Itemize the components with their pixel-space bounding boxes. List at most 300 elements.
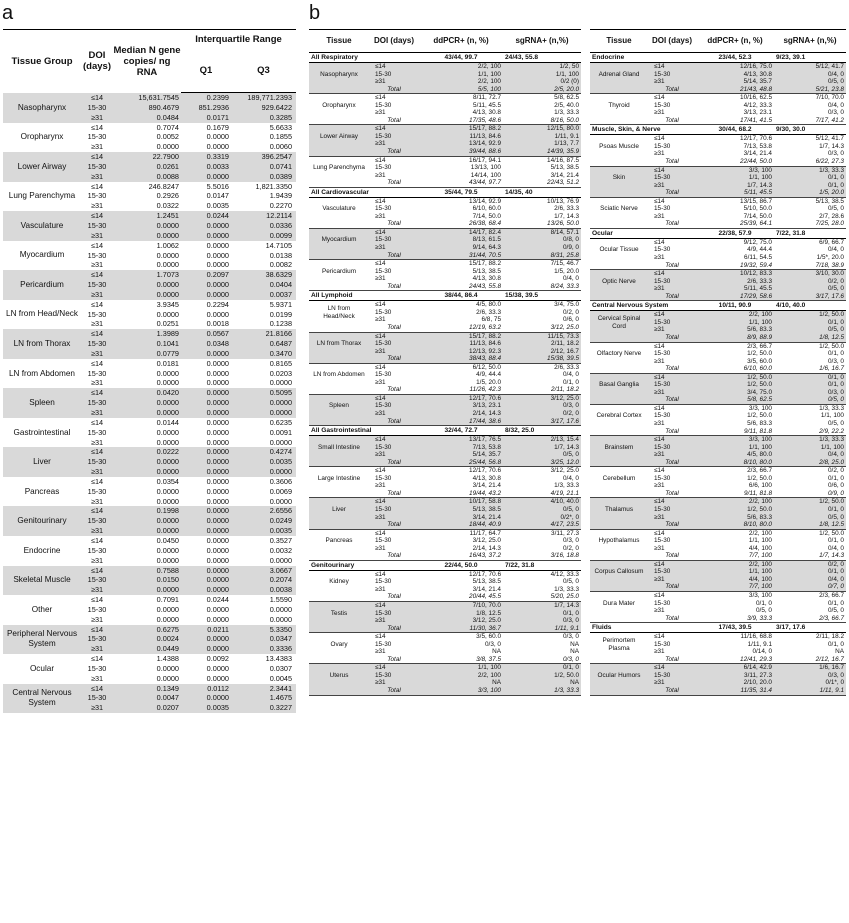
tissue-name: Corpus Callosum (594, 568, 644, 576)
spacer-cell (309, 117, 369, 125)
sgrna-value: 1/7, 14.3 (819, 142, 844, 150)
median-value: 0.0000 (156, 280, 179, 290)
ddpcr-value: 3/14, 21.4 (743, 150, 772, 158)
q1-value: 0.0000 (206, 260, 229, 270)
q1-value: 0.0000 (206, 250, 229, 260)
table-row (3, 566, 296, 576)
doi-value: ≤14 (654, 592, 665, 599)
doi-value: 15-30 (87, 132, 107, 142)
doi-value: 15-30 (654, 142, 671, 150)
doi-value: ≤14 (654, 197, 665, 205)
sgrna-value: 0/1, 0 (563, 664, 579, 672)
sgrna-value: 0/5, 0 (828, 513, 844, 521)
doi-value: 15-30 (375, 308, 392, 316)
median-value: 0.0000 (156, 604, 179, 614)
doi-value: ≥31 (654, 607, 665, 615)
ddpcr-value: 3/14, 21.4 (472, 482, 501, 490)
doi-value: ≤14 (90, 181, 104, 191)
doi-value: ≤14 (90, 329, 104, 339)
ddpcr-value: 13/17, 76.5 (469, 436, 501, 444)
total-row (309, 490, 581, 498)
doi-value: 15-30 (375, 205, 392, 213)
q1-value: 0.2294 (206, 299, 229, 309)
ddpcr-value: 10/16, 62.5 (740, 94, 772, 102)
q3-value: 0.0000 (269, 496, 293, 506)
doi-value: ≥31 (375, 451, 386, 459)
q1-value: 0.2097 (206, 270, 229, 280)
ddpcr-value: 1/2, 50.0 (747, 505, 772, 513)
ddpcr-value: 4/12, 33.3 (743, 101, 772, 109)
median-value: 0.0000 (156, 555, 179, 565)
doi-value: ≥31 (375, 617, 386, 625)
table-row (309, 197, 581, 205)
sgrna-value: 0/1, 0 (563, 378, 579, 386)
spacer-cell (309, 220, 369, 228)
median-value: 0.0181 (156, 358, 179, 368)
doi-value: ≥31 (654, 575, 665, 583)
median-value: 0.0000 (156, 309, 179, 319)
tissue-name: Thyroid (608, 101, 630, 109)
doi-value: ≥31 (375, 171, 386, 179)
q3-value: 0.0000 (269, 408, 293, 417)
median-value: 0.0207 (156, 703, 179, 713)
doi-value: ≥31 (90, 378, 104, 388)
table-row (3, 241, 296, 251)
ddpcr-value: 5/10, 50.0 (743, 205, 772, 213)
doi-value: ≥31 (654, 513, 665, 521)
total-label: Total (648, 334, 696, 342)
table-row (3, 536, 296, 546)
ddpcr-value: 5/13, 38.5 (472, 505, 501, 513)
total-ddpcr: 20/44, 45.5 (419, 593, 503, 601)
ddpcr-value: 6/10, 60.0 (472, 205, 501, 213)
median-value: 890.4679 (148, 102, 179, 112)
ddpcr-value: 8/11, 72.7 (473, 94, 501, 102)
sgrna-value: 0/3, 0 (828, 671, 844, 679)
doi-value: ≥31 (654, 419, 665, 427)
q1-value: 0.0000 (206, 634, 229, 644)
doi-value: ≤14 (375, 94, 386, 102)
q3-value: 0.0060 (269, 142, 293, 152)
q3-value: 12.2114 (266, 211, 293, 221)
q3-value: 0.2074 (269, 575, 293, 585)
table-row (309, 228, 581, 236)
spacer-cell (309, 490, 369, 498)
doi-value: ≥31 (90, 142, 104, 152)
doi-value: 15-30 (654, 318, 671, 326)
ddpcr-value: 15/17, 88.2 (469, 260, 501, 268)
doi-value: ≥31 (375, 109, 386, 117)
doi-value: 15-30 (654, 474, 671, 482)
total-label: Total (369, 86, 419, 94)
total-row (590, 552, 846, 560)
spacer-cell (309, 521, 369, 529)
doi-value: ≥31 (654, 212, 665, 220)
doi-value: 15-30 (375, 267, 392, 275)
doi-value: ≤14 (90, 535, 104, 545)
median-value: 0.0000 (156, 545, 179, 555)
category-name: All Cardiovascular (309, 187, 419, 197)
doi-value: ≥31 (90, 673, 104, 683)
total-label: Total (648, 117, 696, 125)
ddpcr-value: 2/6, 33.3 (747, 277, 772, 285)
q1-value: 0.0000 (206, 408, 229, 417)
ddpcr-value: 1/8, 12.5 (476, 609, 501, 617)
total-ddpcr: 8/9, 88.9 (696, 334, 774, 342)
q1-value: 0.2399 (206, 93, 229, 102)
total-sgrna: 8/16, 50.0 (503, 117, 581, 125)
table-row (3, 123, 296, 133)
total-sgrna: 1/8, 12.5 (774, 521, 846, 529)
doi-value: ≤14 (375, 394, 386, 402)
median-value: 0.0000 (156, 673, 179, 683)
doi-value: ≤14 (375, 301, 386, 309)
sgrna-value: 0/5, 0 (828, 607, 844, 615)
tissue-group-name: LN from Thorax (13, 339, 71, 349)
ddpcr-value: 5/13, 38.5 (472, 578, 501, 586)
doi-value: 15-30 (654, 537, 671, 545)
table-row (590, 404, 846, 412)
total-ddpcr: 7/7, 100 (696, 552, 774, 560)
q3-value: 0.0000 (269, 437, 293, 447)
ddpcr-value: 3/11, 27.3 (744, 671, 772, 679)
ddpcr-value: 2/2, 100 (748, 311, 772, 319)
ddpcr-value: 9/14, 64.3 (472, 244, 501, 252)
doi-value: 15-30 (375, 578, 392, 586)
sgrna-value: 1/13, 7.7 (554, 140, 579, 148)
doi-value: ≥31 (654, 679, 665, 687)
total-row (309, 687, 581, 695)
sgrna-value: 5/13, 38.5 (815, 197, 844, 205)
tissue-name: Cerebral Cortex (596, 412, 642, 420)
doi-value: ≤14 (90, 122, 104, 132)
ddpcr-value: 10/17, 58.8 (469, 498, 501, 506)
ddpcr-value: 15/17, 88.2 (469, 125, 501, 133)
sgrna-value: 4/10, 40.0 (550, 498, 579, 506)
total-row (309, 552, 581, 560)
spacer-cell (309, 386, 369, 394)
median-value: 0.0000 (156, 427, 179, 437)
spacer-cell (590, 656, 648, 664)
q1-value: 0.0244 (206, 595, 229, 605)
doi-value: 15-30 (375, 609, 392, 617)
q1-value: 0.0000 (206, 378, 229, 388)
total-sgrna: 8/24, 33.3 (503, 283, 581, 291)
q1-value: 0.3319 (206, 152, 229, 162)
total-label: Total (648, 490, 696, 498)
header-ddpcr: ddPCR+ (n, %) (696, 30, 774, 53)
tissue-group-name: Central Nervous System (12, 688, 72, 708)
q1-value: 0.0348 (206, 339, 229, 349)
sgrna-value: 2/11, 18.2 (816, 633, 844, 641)
ddpcr-value: 1/1, 100 (748, 537, 772, 545)
median-value: 22.7900 (152, 152, 179, 162)
ddpcr-value: 0/1, 0 (756, 599, 772, 607)
table-row (3, 270, 296, 280)
tissue-name: Ocular Humors (597, 671, 641, 679)
total-sgrna: 22/43, 51.2 (503, 179, 581, 187)
doi-value: 15-30 (654, 381, 671, 389)
q3-value: 5.9371 (269, 299, 293, 309)
doi-value: 15-30 (375, 474, 392, 482)
total-label: Total (369, 490, 419, 498)
q1-value: 0.0000 (206, 496, 229, 506)
sgrna-value: 3/14, 21.4 (550, 171, 579, 179)
q3-value: 2.3441 (269, 683, 293, 693)
spacer-cell (590, 365, 648, 373)
spacer-cell (590, 583, 648, 591)
doi-value: ≤14 (654, 467, 665, 475)
q3-value: 0.3606 (269, 476, 293, 486)
tissue-name: Uterus (329, 671, 349, 679)
total-sgrna: 3/17, 17.6 (774, 293, 846, 301)
doi-value: 15-30 (654, 70, 671, 78)
doi-value: ≥31 (375, 275, 386, 283)
median-value: 246.8247 (148, 181, 179, 191)
doi-value: ≥31 (90, 526, 104, 536)
q3-value: 0.0000 (269, 398, 293, 408)
doi-value: ≤14 (375, 197, 386, 205)
doi-value: ≥31 (90, 644, 104, 654)
total-label: Total (648, 396, 696, 404)
ddpcr-value: 4/9, 44.4 (476, 371, 501, 379)
total-label: Total (369, 220, 419, 228)
tissue-name: Cerebellum (602, 474, 636, 482)
doi-value: ≤14 (654, 664, 665, 672)
q3-value: 0.3527 (269, 535, 293, 545)
total-sgrna: 6/22, 27.3 (774, 158, 846, 166)
total-sgrna: 3/17, 17.6 (503, 418, 581, 426)
q1-value: 0.0000 (206, 535, 229, 545)
ddpcr-value: 11/13, 84.6 (469, 132, 501, 140)
q1-value: 0.0000 (206, 289, 229, 299)
tissue-name: Spleen (329, 402, 349, 410)
doi-value: 15-30 (375, 671, 392, 679)
ddpcr-value: 14/14, 100 (470, 171, 501, 179)
total-ddpcr: 17/44, 38.6 (419, 418, 503, 426)
spacer-cell (309, 593, 369, 601)
q3-value: 0.0000 (269, 378, 293, 388)
q1-value: 0.0000 (206, 506, 229, 516)
ddpcr-value: 15/17, 88.2 (469, 332, 501, 340)
total-row (590, 521, 846, 529)
sgrna-value: 1/2, 50 (559, 63, 579, 70)
q1-value: 0.1679 (206, 122, 229, 132)
tissue-group-name: Pericardium (20, 279, 64, 289)
median-value: 0.0088 (156, 171, 179, 181)
sgrna-value: 0/8, 0 (563, 236, 579, 244)
doi-value: 15-30 (87, 427, 107, 437)
doi-value: ≥31 (90, 555, 104, 565)
q1-value: 0.0000 (206, 585, 229, 595)
total-ddpcr: 5/5, 100 (419, 86, 503, 94)
tissue-group-name: Pancreas (24, 486, 60, 496)
table-row (590, 94, 846, 102)
median-value: 0.0000 (156, 437, 179, 447)
sgrna-value: 1/5*, 20.0 (816, 254, 844, 262)
q3-value: 0.0336 (269, 220, 293, 230)
doi-value: ≤14 (90, 388, 104, 398)
spacer-cell (590, 117, 648, 125)
doi-value: ≥31 (90, 260, 104, 270)
ddpcr-value: 7/13, 53.8 (743, 142, 772, 150)
sgrna-value: 0/6, 0 (563, 316, 579, 324)
table-row (590, 373, 846, 381)
sgrna-value: 0/1, 0 (828, 381, 844, 389)
total-sgrna: 4/19, 21.1 (503, 490, 581, 498)
median-value: 0.0000 (156, 585, 179, 595)
total-row (309, 252, 581, 260)
category-row (309, 560, 581, 570)
ddpcr-value: 2/6, 33.3 (476, 308, 501, 316)
table-row (590, 436, 846, 444)
q3-value: 0.0000 (269, 604, 293, 614)
total-ddpcr: 17/41, 41.5 (696, 117, 774, 125)
q3-value: 0.0099 (269, 230, 293, 240)
q1-value: 0.0000 (206, 230, 229, 240)
sgrna-value: 0/3, 0 (828, 388, 844, 396)
q3-value: 0.0249 (269, 516, 293, 526)
category-ddpcr: 43/44, 99.7 (419, 53, 503, 63)
doi-value: 15-30 (87, 309, 107, 319)
median-value: 0.0000 (156, 516, 179, 526)
sgrna-value: 1/2, 50.0 (554, 671, 579, 679)
sgrna-value: 5/12, 41.7 (815, 135, 844, 143)
category-sgrna: 14/35, 40 (503, 187, 581, 197)
sgrna-value: 1/3, 33.3 (554, 482, 579, 490)
tissue-group-name: Gastrointestinal (13, 427, 71, 437)
doi-value: 15-30 (654, 640, 671, 648)
q1-value: 0.0000 (206, 358, 229, 368)
category-ddpcr: 35/44, 79.5 (419, 187, 503, 197)
total-sgrna: 5/21, 23.8 (774, 86, 846, 94)
total-row (590, 117, 846, 125)
median-value: 0.0144 (156, 417, 179, 427)
total-label: Total (369, 283, 419, 291)
q3-value: 0.3285 (269, 112, 293, 122)
sgrna-value: 0/2, 0 (563, 544, 579, 552)
total-row (309, 86, 581, 94)
doi-value: ≤14 (654, 560, 665, 568)
table-row (3, 506, 296, 516)
table-row (309, 529, 581, 537)
ddpcr-value: 6/6, 100 (748, 482, 772, 490)
header-q3: Q3 (231, 48, 296, 93)
doi-value: ≤14 (375, 228, 386, 236)
sgrna-value: 7/10, 70.0 (815, 94, 844, 102)
q1-value: 0.0000 (206, 575, 229, 585)
spacer-cell (309, 459, 369, 467)
doi-value: ≤14 (90, 476, 104, 486)
ddpcr-value: 14/17, 82.4 (469, 228, 501, 236)
category-name: All Respiratory (309, 53, 419, 63)
q1-value: 0.0147 (206, 191, 229, 201)
tissue-name: Dura Mater (603, 599, 635, 607)
median-value: 0.0000 (156, 457, 179, 467)
total-label: Total (648, 365, 696, 373)
q3-value: 189,771.2393 (247, 93, 293, 102)
doi-value: 15-30 (87, 102, 107, 112)
doi-value: ≤14 (375, 125, 386, 133)
doi-value: 15-30 (654, 568, 671, 576)
ddpcr-value: 7/14, 50.0 (472, 212, 501, 220)
q1-value: 0.0000 (206, 132, 229, 142)
doi-value: ≤14 (654, 238, 665, 246)
q3-value: 0.0037 (269, 289, 293, 299)
category-name: Muscle, Skin, & Nerve (590, 125, 696, 135)
total-sgrna: 3/16, 18.8 (503, 552, 581, 560)
header-sgrna: sgRNA+ (n,%) (503, 30, 581, 53)
median-value: 0.0000 (156, 220, 179, 230)
doi-value: ≥31 (654, 254, 665, 262)
total-label: Total (369, 117, 419, 125)
ddpcr-value: 11/17, 64.7 (469, 529, 501, 537)
table-row (3, 595, 296, 605)
ddpcr-value: 1/7, 14.3 (747, 181, 772, 189)
spacer-cell (309, 625, 369, 633)
detection-table-left (309, 29, 581, 696)
tissue-name: Ocular Tissue (599, 246, 639, 254)
doi-value: ≤14 (90, 92, 104, 102)
table-row (3, 329, 296, 339)
median-value: 0.0322 (156, 201, 179, 211)
ddpcr-value: 0/3, 0 (485, 640, 501, 648)
total-label: Total (648, 220, 696, 228)
table-row (309, 156, 581, 164)
category-row (590, 623, 846, 633)
total-row (590, 220, 846, 228)
ddpcr-value: 7/10, 70.0 (472, 602, 501, 609)
ddpcr-value: 1/2, 50.0 (747, 350, 772, 358)
spacer-cell (590, 490, 648, 498)
total-ddpcr: 9/11, 81.8 (696, 490, 774, 498)
ddpcr-value: 3/3, 100 (748, 436, 772, 444)
category-row (590, 301, 846, 311)
doi-value: ≤14 (90, 211, 104, 221)
total-row (590, 490, 846, 498)
doi-value: ≤14 (654, 404, 665, 412)
spacer-cell (309, 355, 369, 363)
q1-value: 0.0000 (206, 417, 229, 427)
doi-value: ≤14 (90, 624, 104, 634)
total-row (309, 324, 581, 332)
q1-value: 0.0567 (206, 329, 229, 339)
median-value: 0.0024 (156, 634, 179, 644)
total-label: Total (369, 418, 419, 426)
total-ddpcr: 22/44, 50.0 (696, 158, 774, 166)
q3-value: 0.6487 (269, 339, 293, 349)
tissue-group-name: LN from Head/Neck (6, 309, 78, 319)
q3-value: 1.9439 (269, 191, 293, 201)
sgrna-value: 0/5, 0 (563, 451, 579, 459)
q3-value: 0.0032 (269, 545, 293, 555)
tissue-name: Large Intestine (317, 474, 361, 482)
doi-value: 15-30 (654, 505, 671, 513)
q1-value: 0.0000 (206, 516, 229, 526)
table-row (590, 311, 846, 319)
sgrna-value: 14/16, 87.5 (547, 156, 579, 164)
sgrna-value: 1/3, 33.3 (819, 404, 844, 412)
total-label: Total (369, 252, 419, 260)
doi-value: 15-30 (87, 457, 107, 467)
table-row (3, 684, 296, 694)
ddpcr-value: 1/1, 100 (477, 70, 501, 78)
doi-value: ≤14 (375, 633, 386, 641)
q3-value: 0.0045 (269, 673, 293, 683)
category-sgrna: 7/22, 31.8 (503, 560, 581, 570)
median-value: 0.0000 (156, 398, 179, 408)
tissue-name: Kidney (329, 578, 349, 586)
